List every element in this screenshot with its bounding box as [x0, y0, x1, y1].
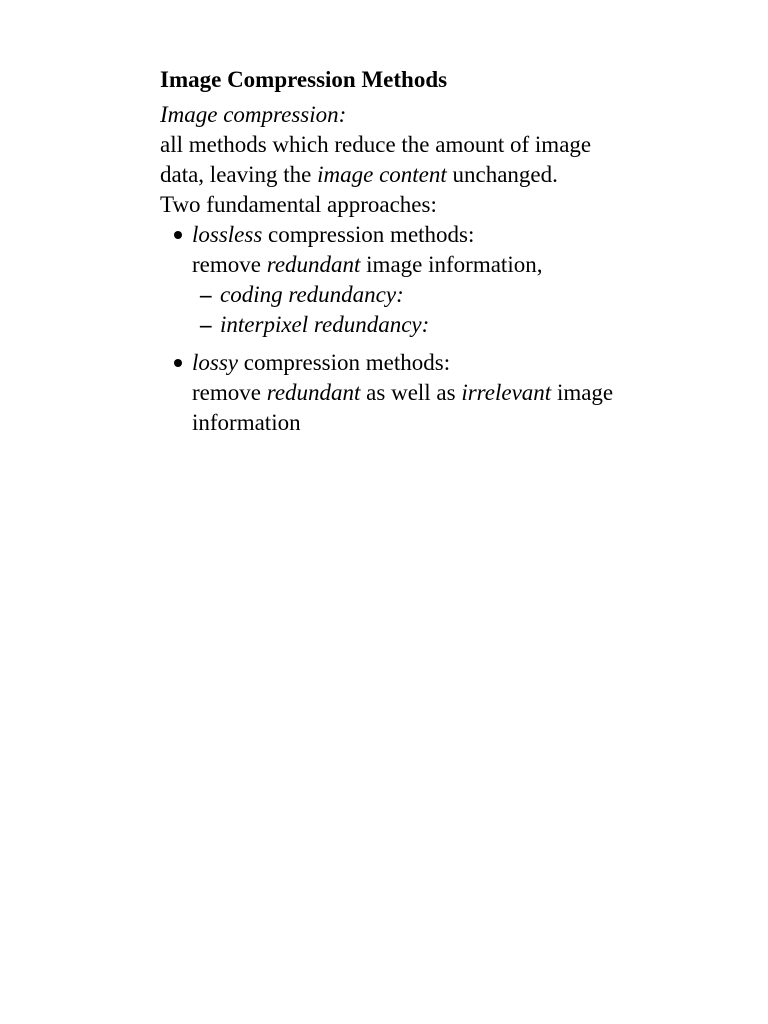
lossless-heading: [192, 220, 720, 250]
definition-line-1: all methods which reduce the amount of image: [160, 132, 592, 157]
lossy-heading: [192, 348, 720, 378]
dash-marker: –: [200, 312, 212, 337]
lossless-subitem: [192, 280, 720, 310]
spacer: [160, 340, 720, 348]
lossy-description: [192, 378, 720, 408]
definition-line-2-suffix: unchanged.: [446, 162, 558, 187]
approaches-intro: Two fundamental approaches:: [160, 192, 437, 217]
lossy-description-emphasis-1: redundant: [266, 380, 361, 405]
lossless-description: [192, 250, 720, 280]
bullet-icon: [174, 231, 182, 239]
lossless-description-suffix: image information,: [360, 252, 543, 277]
definition-term: Image compression:: [160, 102, 347, 127]
lossy-heading-rest: compression methods:: [238, 350, 451, 375]
lossy-description-continued: information: [192, 410, 301, 435]
lossless-description-prefix: remove: [192, 252, 267, 277]
lossy-description-suffix: image: [551, 380, 614, 405]
lossless-description-emphasis: redundant: [266, 252, 361, 277]
bullet-icon: [174, 359, 182, 367]
slide-content: [160, 64, 720, 438]
dash-marker: –: [200, 282, 212, 307]
lossless-term: lossless: [192, 222, 263, 247]
lossless-subitem: [192, 310, 720, 340]
lossless-item: [160, 220, 720, 340]
page-title: Image Compression Methods: [160, 67, 448, 92]
definition-line-2-emphasis: image content: [317, 162, 447, 187]
definition-line-2-prefix: data, leaving the: [160, 162, 318, 187]
lossy-description-prefix: remove: [192, 380, 267, 405]
lossy-term: lossy: [192, 350, 238, 375]
lossless-subitem-text: interpixel redundancy:: [220, 312, 430, 337]
lossy-description-emphasis-2: irrelevant: [461, 380, 552, 405]
lossy-description-mid: as well as: [360, 380, 462, 405]
lossless-subitem-text: coding redundancy:: [220, 282, 404, 307]
lossy-item: [160, 348, 720, 438]
definition-line-2: [160, 160, 720, 190]
lossless-heading-rest: compression methods:: [262, 222, 475, 247]
